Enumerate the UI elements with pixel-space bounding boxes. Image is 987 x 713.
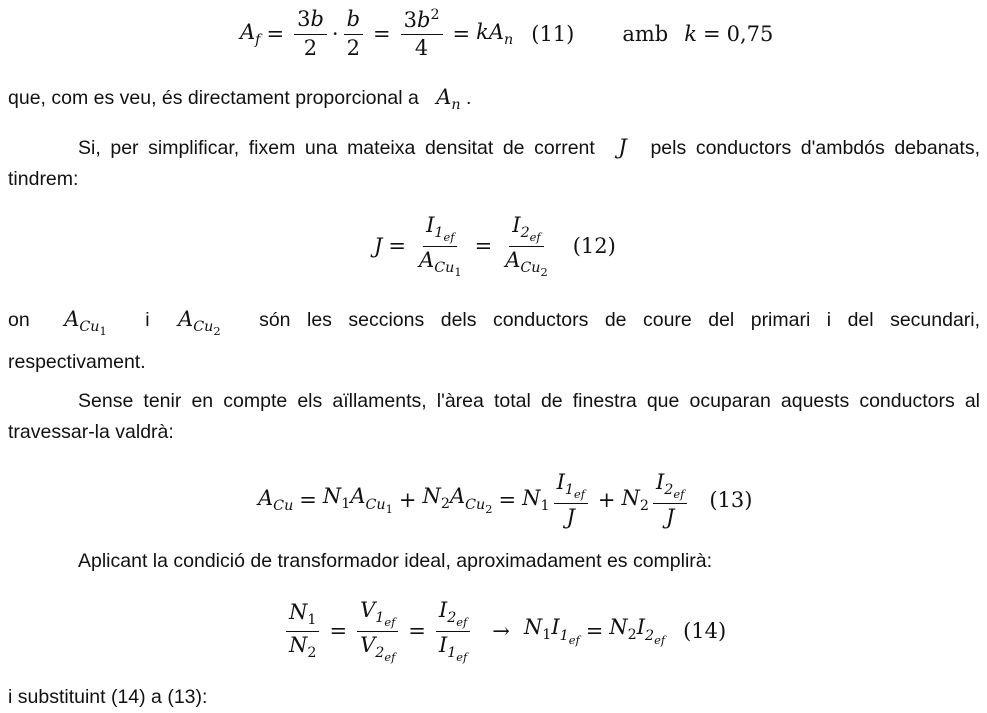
- paragraph-6: i substituint (14) a (13):: [8, 686, 208, 708]
- paragraph-3: on $A_{Cu_1}$ i $A_{Cu_2}$ són les seccions dels conductors de coure del primari i del secundari, respectivament.: [8, 307, 981, 374]
- equation-11: $A_f$ = $\frac{3b}{2}$ · $\frac{b}{2}$ = $\frac{3b^2}{4}$ = $kA_n$ (11) amb k = 0,75: [240, 6, 774, 60]
- implies-arrow: →: [492, 619, 510, 643]
- equation-12-number: (12): [572, 234, 616, 258]
- equation-11-number: (11): [531, 22, 575, 46]
- equation-14-number: (14): [683, 619, 727, 643]
- paragraph-4: Sense tenir en compte els aïllaments, l'àrea total de finestra que ocuparan aquests conductors al travessar-la valdrà:: [8, 390, 980, 443]
- equation-13: $A_{Cu}$ = $N_1A_{Cu_1}$ + $N_2A_{Cu_2}$ = $N_1$ $\frac{I_{1_{ef}}}{J}$ + $N_2$ $\frac{I_{2_{ef}}}{J}$ (13): [258, 470, 753, 529]
- paragraph-2: Si, per simplificar, fixem una mateixa densitat de corrent J pels conductors d'ambdós debanats, tindrem:: [8, 135, 980, 190]
- amb-word: amb: [622, 22, 669, 46]
- paragraph-1: que, com es veu, és directament proporcional a $A_n$ .: [8, 85, 472, 114]
- k-value: 0,75: [726, 22, 774, 46]
- equation-14: $\frac{N_1}{N_2}$ = $\frac{V_{1_{ef}}}{V_{2_{ef}}}$ = $\frac{I_{2_{ef}}}{I_{1_{ef}}}$ → $N_1I_{1_{ef}}$ = $N_2I_{2_{ef}}$ (14): [282, 596, 726, 666]
- equation-12: J = $\frac{I_{1_{ef}}}{A_{Cu_1}}$ = $\frac{I_{2_{ef}}}{A_{Cu_2}}$ (12): [374, 212, 616, 279]
- equation-13-number: (13): [709, 488, 753, 512]
- paragraph-5: Aplicant la condició de transformador ideal, aproximadament es complirà:: [78, 550, 713, 572]
